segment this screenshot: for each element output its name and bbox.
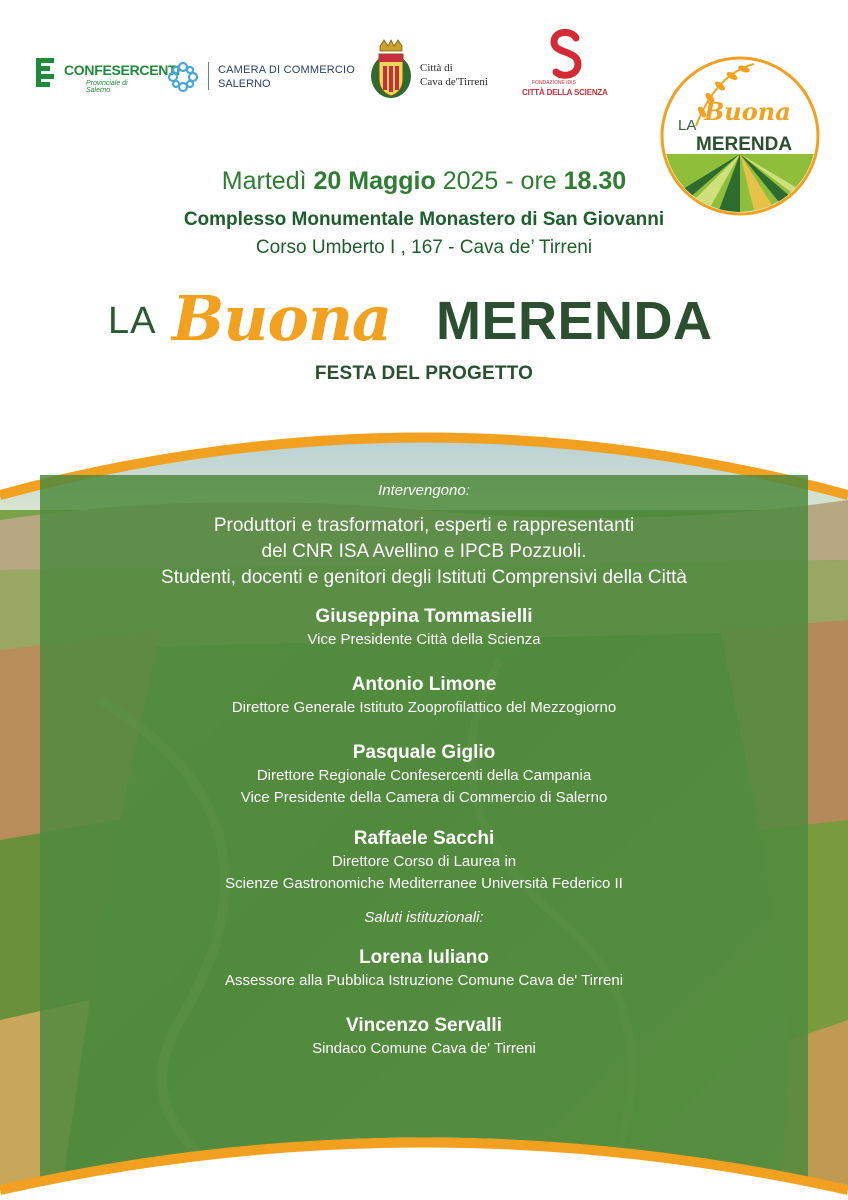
speaker [40, 605, 808, 651]
intro-line: del CNR ISA Avellino e IPCB Pozzuoli. [261, 541, 587, 562]
title-la: LA [108, 300, 157, 342]
citta-della-scienza-mark-icon [546, 28, 586, 84]
program [40, 478, 808, 1060]
main-title [0, 276, 848, 366]
confesercenti-sub: Provinciale di Salerno [86, 80, 128, 94]
comune-cava-logo [368, 38, 508, 104]
event-venue: Complesso Monumentale Monastero di San Giovanni [183, 209, 665, 230]
logo-divider [208, 62, 209, 90]
title-buona: Buona [172, 282, 392, 355]
badge-buona: Buona [704, 97, 791, 126]
event-datetime [0, 167, 848, 196]
badge-la: LA [678, 117, 697, 134]
intro-text [40, 513, 808, 591]
speaker-role: Direttore Corso di Laurea in [331, 853, 517, 870]
title-merenda: MERENDA [436, 291, 713, 351]
event-year: 2025 - ore [442, 167, 557, 195]
event-address: Corso Umberto I , 167 - Cava de’ Tirreni [255, 237, 593, 258]
citta-della-scienza-logo [520, 28, 630, 100]
speaker-role: Vice Presidente Città della Scienza [307, 631, 541, 648]
cava-line2: Cava de'Tirreni [420, 76, 488, 88]
speaker-role: Scienze Gastronomiche Mediterranee Università Federico II [225, 875, 623, 892]
speaker-role: Vice Presidente della Camera di Commercio di Salerno [240, 789, 608, 806]
speaker [40, 827, 808, 895]
confesercenti-name: CONFESERCENTI [64, 62, 180, 78]
camera-commercio-mark-icon [166, 60, 200, 94]
institutional-speaker [40, 946, 808, 992]
speaker-role: Direttore Generale Istituto Zooprofilattico del Mezzogiorno [231, 699, 617, 716]
event-date: 20 Maggio [313, 167, 436, 195]
speaker-name: Giuseppina Tommasielli [315, 606, 533, 627]
badge-merenda: MERENDA [696, 134, 793, 155]
cava-coat-of-arms-icon [368, 38, 414, 102]
intro-line: Produttori e trasformatori, esperti e rappresentanti [213, 515, 635, 536]
date-prefix: Martedì [221, 167, 307, 195]
speaker-name: Pasquale Giglio [352, 742, 496, 763]
subtitle: FESTA DEL PROGETTO [314, 363, 534, 384]
confesercenti-mark-icon [34, 56, 64, 92]
citta-della-scienza-line2: CITTÀ DELLA SCIENZA [522, 88, 608, 97]
institutional-speaker [40, 1014, 808, 1060]
logos-row [0, 28, 848, 155]
speaker-role: Assessore alla Pubblica Istruzione Comune Cava de' Tirreni [224, 972, 624, 989]
speaker [40, 673, 808, 719]
speaker-role: Sindaco Comune Cava de' Tirreni [312, 1040, 536, 1057]
speaker-name: Antonio Limone [351, 674, 497, 695]
speaker-role: Direttore Regionale Confesercenti della Campania [256, 767, 592, 784]
speaker [40, 741, 808, 809]
event-time: 18.30 [563, 167, 627, 195]
camera-commercio-line1: CAMERA DI COMMERCIO [218, 64, 356, 76]
speaker-name: Vincenzo Servalli [346, 1015, 502, 1036]
camera-commercio-logo [166, 58, 356, 98]
confesercenti-logo [34, 54, 180, 98]
intro-line: Studenti, docenti e genitori degli Istituti Comprensivi della Città [161, 567, 687, 588]
intervengono-label: Intervengono: [378, 482, 470, 499]
cava-line1: Città di [420, 62, 453, 74]
speaker-name: Lorena Iuliano [359, 947, 489, 968]
saluti-label: Saluti istituzionali: [364, 909, 484, 926]
camera-commercio-line2: SALERNO [218, 78, 271, 90]
citta-della-scienza-line1: FONDAZIONE IDIS [532, 80, 576, 86]
speaker-name: Raffaele Sacchi [353, 828, 495, 849]
